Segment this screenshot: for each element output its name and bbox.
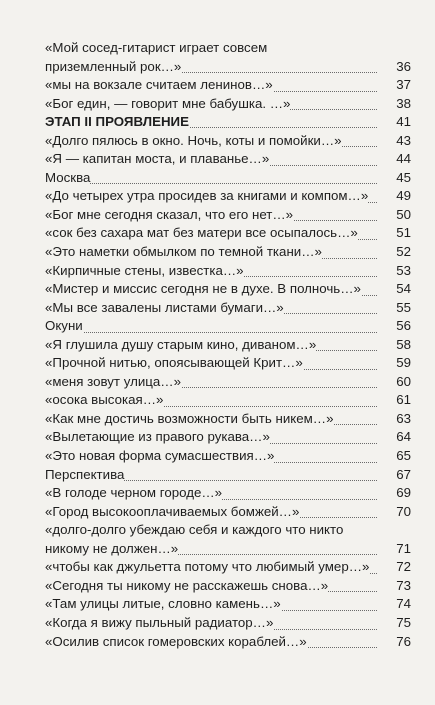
toc-entry-page-number: 73 (396, 577, 411, 593)
toc-entry-title (45, 299, 377, 318)
toc-entry-page-number: 67 (396, 466, 411, 482)
toc-entry-title (45, 132, 377, 151)
toc-entry-page-number: 58 (396, 336, 411, 352)
toc-entry-title-text: Перспектива (45, 466, 125, 482)
toc-entry (45, 595, 411, 614)
toc-entry-page-number: 72 (396, 559, 411, 575)
toc-entry-page-number: 53 (396, 262, 411, 278)
toc-entry-title (45, 410, 377, 429)
toc-entry-title-text: «До четырех утра просидев за книгами и компом…» (45, 188, 369, 204)
toc-entry-page-number: 59 (396, 355, 411, 371)
toc-entry-title-text: «Мы все завалены листами бумаги…» (45, 299, 284, 315)
toc-entry (45, 633, 411, 652)
toc-entry-page-number: 56 (396, 318, 411, 334)
toc-entry-page-number: 41 (396, 114, 411, 130)
toc-entry-title (45, 187, 377, 206)
toc-entry-title (45, 169, 377, 188)
toc-entry-page-number: 45 (396, 169, 411, 185)
toc-entry-title (45, 206, 377, 225)
toc-entry-page-number: 60 (396, 373, 411, 389)
toc-entry-title (45, 391, 377, 410)
toc-entry-title (45, 243, 377, 262)
toc-entry-title-text: «Там улицы литые, словно камень…» (45, 596, 281, 612)
toc-entry-title (45, 484, 377, 503)
toc-entry-title-text: «Мой сосед-гитарист играет совсем приземленный рок…» (45, 40, 268, 74)
toc-entry-page-number: 71 (396, 540, 411, 556)
toc-entry (45, 521, 411, 558)
toc-entry-title (45, 262, 377, 281)
toc-entry-title (45, 614, 377, 633)
toc-entry (45, 410, 411, 429)
toc-entry-title (45, 39, 377, 76)
table-of-contents (45, 39, 411, 651)
toc-section-heading (45, 113, 411, 132)
toc-entry (45, 484, 411, 503)
toc-entry-title (45, 317, 377, 336)
toc-entry-page-number: 50 (396, 206, 411, 222)
toc-entry (45, 280, 411, 299)
toc-entry-page-number: 63 (396, 410, 411, 426)
toc-entry-title (45, 95, 377, 114)
toc-entry (45, 447, 411, 466)
toc-entry-title-text: Москва (45, 169, 91, 185)
toc-entry (45, 132, 411, 151)
toc-entry-title (45, 633, 377, 652)
toc-entry (45, 243, 411, 262)
toc-entry-page-number: 52 (396, 244, 411, 260)
toc-entry-title (45, 113, 377, 132)
toc-entry-page-number: 70 (396, 503, 411, 519)
toc-entry (45, 169, 411, 188)
toc-entry-title-text: «Вылетающие из правого рукава…» (45, 429, 270, 445)
toc-entry (45, 336, 411, 355)
toc-entry (45, 187, 411, 206)
toc-entry-title-text: «меня зовут улица…» (45, 373, 181, 389)
toc-entry-title-text: «Город высокооплачиваемых бомжей…» (45, 503, 300, 519)
toc-entry-page-number: 76 (396, 633, 411, 649)
toc-entry (45, 614, 411, 633)
toc-entry-title-text: «Бог един, — говорит мне бабушка. …» (45, 95, 291, 111)
toc-entry-title-text: «Сегодня ты никому не расскажешь снова…» (45, 577, 329, 593)
toc-entry (45, 206, 411, 225)
toc-entry (45, 373, 411, 392)
toc-entry-title-text: «Как мне достичь возможности быть никем…» (45, 410, 334, 426)
toc-entry-title-text: «Когда я вижу пыльный радиатор…» (45, 614, 274, 630)
toc-entry (45, 354, 411, 373)
toc-entry-title-text: «Это наметки обмылком по темной ткани…» (45, 244, 322, 260)
toc-entry-page-number: 43 (396, 132, 411, 148)
toc-entry (45, 299, 411, 318)
toc-entry-title-text: «Я — капитан моста, и плаванье…» (45, 151, 270, 167)
toc-entry-title-text: «В голоде черном городе…» (45, 485, 223, 501)
toc-entry-title (45, 428, 377, 447)
toc-entry (45, 224, 411, 243)
toc-entry-title-text: «Кирпичные стены, известка…» (45, 262, 244, 278)
toc-entry-title (45, 224, 377, 243)
toc-entry-title (45, 373, 377, 392)
toc-entry (45, 428, 411, 447)
toc-entry (45, 262, 411, 281)
toc-entry-page-number: 65 (396, 448, 411, 464)
toc-entry-page-number: 75 (396, 614, 411, 630)
toc-entry (45, 39, 411, 76)
toc-entry-page-number: 54 (396, 281, 411, 297)
toc-entry-title (45, 503, 377, 522)
toc-entry-page-number: 61 (396, 392, 411, 408)
toc-entry-page-number: 64 (396, 429, 411, 445)
toc-entry-title-text: «Бог мне сегодня сказал, что его нет…» (45, 206, 294, 222)
toc-entry-page-number: 74 (396, 596, 411, 612)
toc-entry-title (45, 336, 377, 355)
toc-entry-title-text: Окуни (45, 318, 83, 334)
toc-entry (45, 503, 411, 522)
toc-entry-title (45, 76, 377, 95)
toc-entry (45, 150, 411, 169)
toc-entry-page-number: 36 (396, 58, 411, 74)
toc-entry-page-number: 38 (396, 95, 411, 111)
toc-entry-title-text: «чтобы как джульетта потому что любимый умер…» (45, 559, 370, 575)
toc-entry-title (45, 447, 377, 466)
toc-entry-title (45, 558, 377, 577)
toc-entry-title-text: «Долго пялюсь в окно. Ночь, коты и помойки…» (45, 132, 342, 148)
toc-entry-title (45, 595, 377, 614)
toc-entry-title-text: «Мистер и миссис сегодня не в духе. В полночь…» (45, 281, 361, 297)
toc-entry-title-text: «Это новая форма сумасшествия…» (45, 448, 275, 464)
toc-entry-title-text: «сок без сахара мат без матери все осыпалось…» (45, 225, 358, 241)
toc-entry (45, 466, 411, 485)
toc-entry-title-text: «мы на вокзале считаем ленинов…» (45, 77, 273, 93)
toc-entry-title (45, 280, 377, 299)
toc-entry-title-text: «Осилив список гомеровских кораблей…» (45, 633, 307, 649)
toc-entry-title (45, 466, 377, 485)
toc-entry-title (45, 354, 377, 373)
toc-entry (45, 76, 411, 95)
toc-entry-title (45, 577, 377, 596)
toc-entry-title-text: «Прочной нитью, опоясывающей Крит…» (45, 355, 303, 371)
toc-entry-page-number: 55 (396, 299, 411, 315)
toc-entry-page-number: 44 (396, 151, 411, 167)
toc-entry-page-number: 37 (396, 77, 411, 93)
toc-entry-page-number: 69 (396, 485, 411, 501)
toc-entry-title-text: ЭТАП II ПРОЯВЛЕНИЕ (45, 114, 189, 130)
toc-entry-title (45, 150, 377, 169)
toc-entry (45, 391, 411, 410)
toc-entry-title-text: «Я глушила душу старым кино, диваном…» (45, 336, 317, 352)
toc-entry (45, 317, 411, 336)
toc-entry (45, 577, 411, 596)
toc-entry-page-number: 51 (396, 225, 411, 241)
toc-entry (45, 558, 411, 577)
toc-entry-page-number: 49 (396, 188, 411, 204)
toc-entry-title-text: «долго-долго убеждаю себя и каждого что никто никому не должен…» (45, 522, 344, 556)
toc-entry (45, 95, 411, 114)
toc-entry-title-text: «осока высокая…» (45, 392, 164, 408)
toc-entry-title (45, 521, 377, 558)
